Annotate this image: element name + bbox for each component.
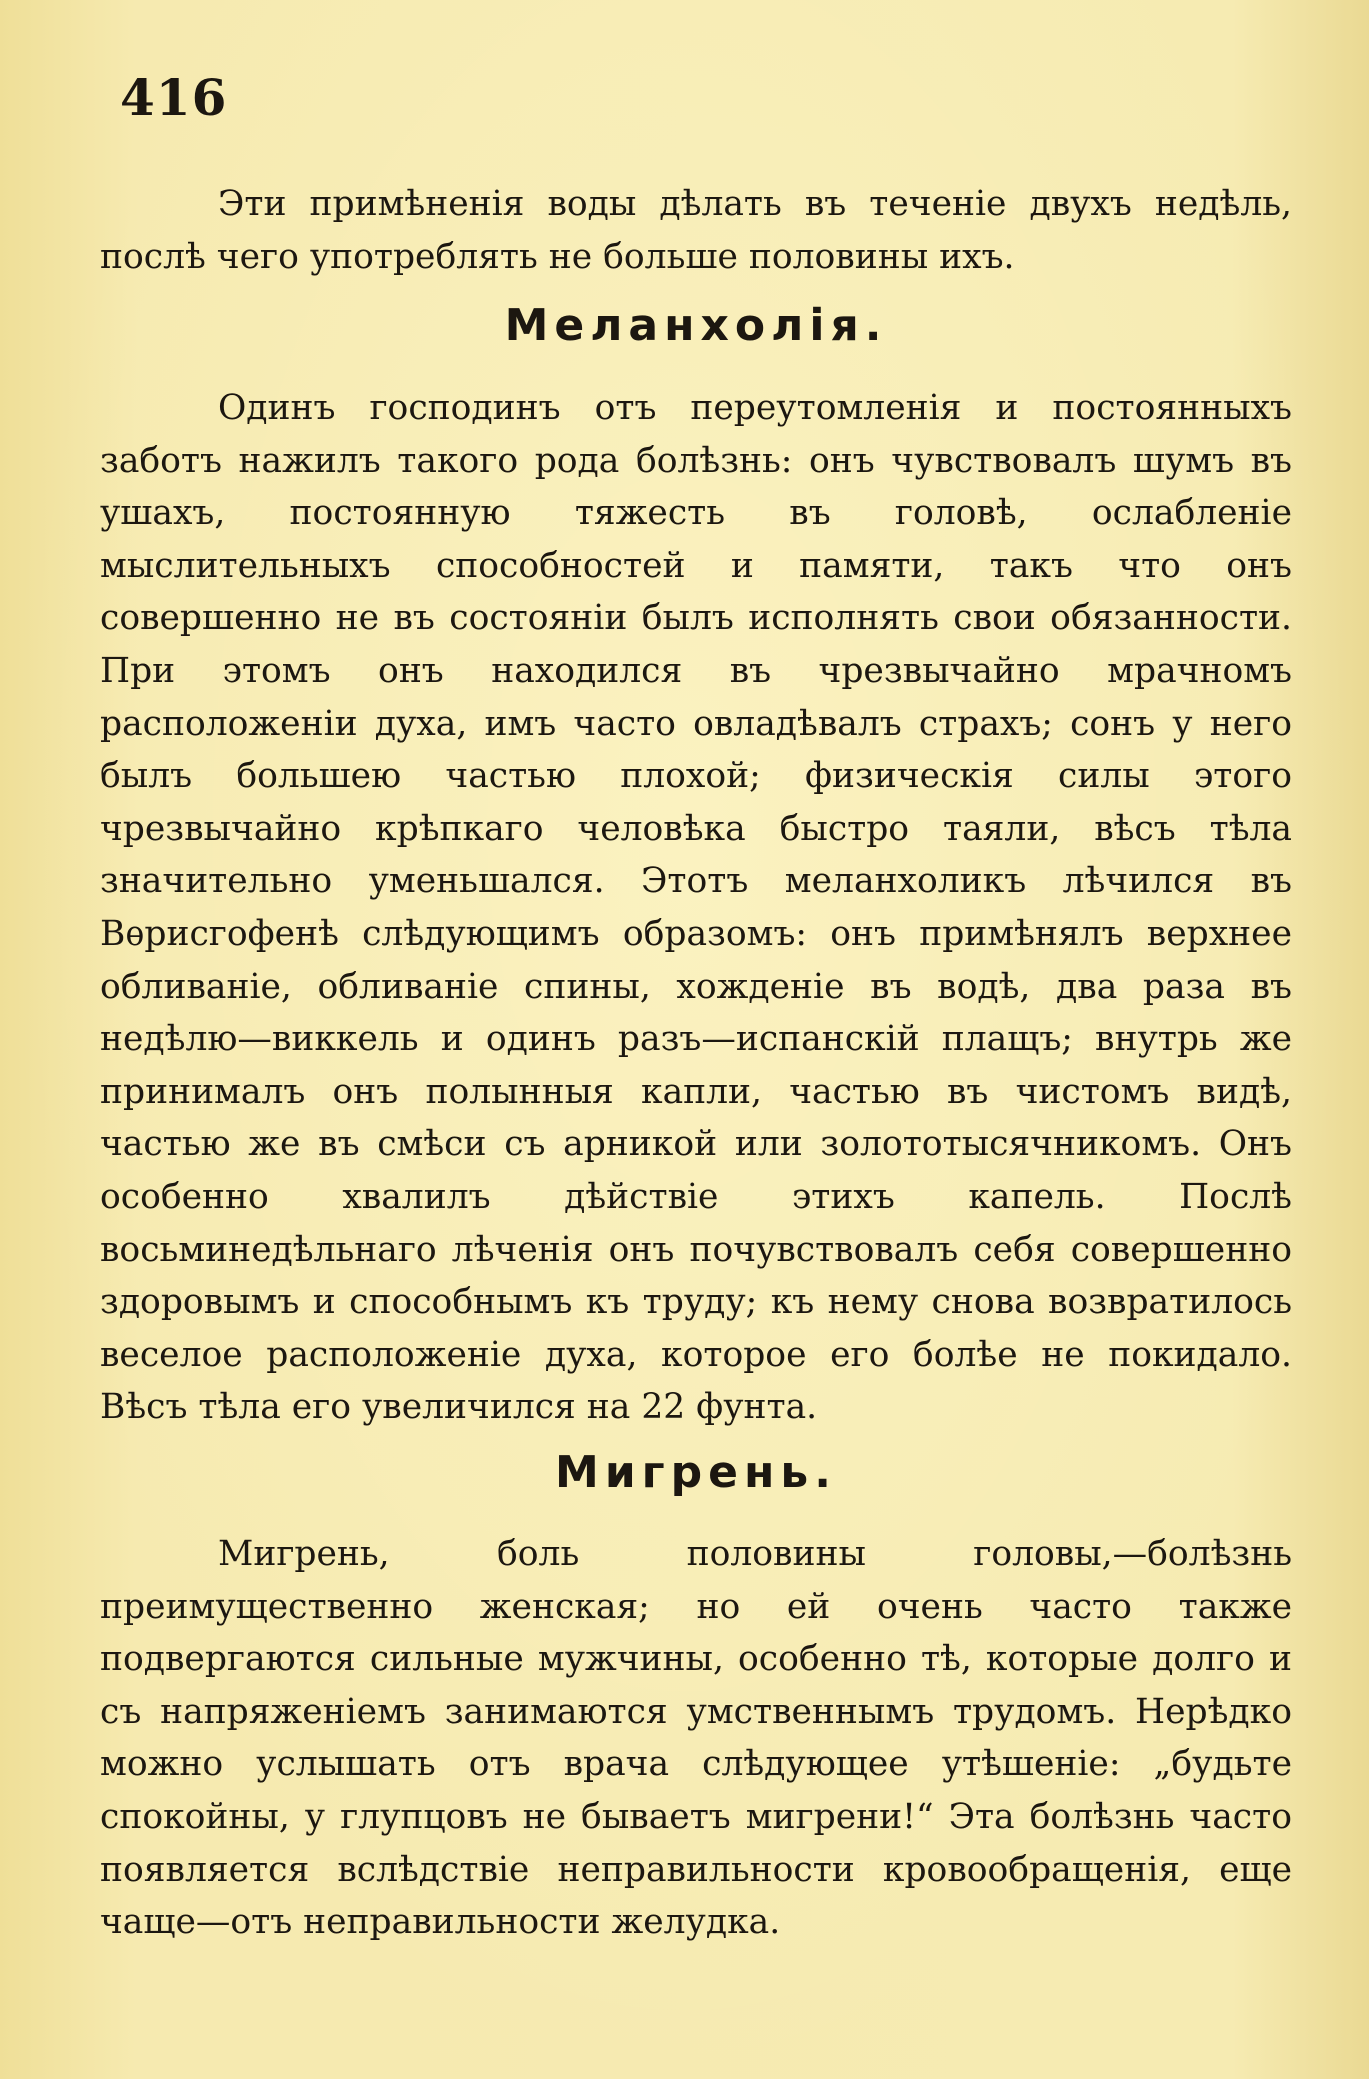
migraine-paragraph: Мигрень, боль половины головы,—болѣзнь преимущественно женская; но ей очень часто также подвергаются сильные мужчины, особенно тѣ, которые долго и съ напряженіемъ занимаются умственнымъ трудомъ. Нерѣдко можно услышать отъ врача слѣдующее утѣшеніе: „будьте спокойны, у глупцовъ не бываетъ мигрени!“ Эта болѣзнь часто появляется вслѣдствіе неправильности кровообращенія, еще чаще—отъ неправильности желудка.: [100, 1534, 1292, 1943]
section-heading-melancholia: Меланхолія.: [504, 300, 888, 351]
section-heading-migraine: Мигрень.: [555, 1447, 837, 1498]
page-number: 416: [120, 68, 228, 127]
section-body-migraine: [100, 1528, 1292, 1949]
intro-text: [100, 178, 1292, 283]
intro-paragraph: Эти примѣненія воды дѣлать въ теченіе двухъ недѣль, послѣ чего употреблять не больше половины ихъ.: [100, 184, 1292, 277]
section-body-melancholia: [100, 382, 1292, 1434]
melancholia-paragraph: Одинъ господинъ отъ переутомленія и постоянныхъ заботъ нажилъ такого рода болѣзнь: онъ чувствовалъ шумъ въ ушахъ, постоянную тяжесть въ головѣ, ослабленіе мыслительныхъ способностей и памяти, такъ что онъ совершенно не въ состояніи былъ исполнять свои обязанности. При этомъ онъ находился въ чрезвычайно мрачномъ расположеніи духа, имъ часто овладѣвалъ страхъ; сонъ у него былъ большею частью плохой; физическія силы этого чрезвычайно крѣпкаго человѣка быстро таяли, вѣсъ тѣла значительно уменьшался. Этотъ меланхоликъ лѣчился въ Вѳрисгофенѣ слѣдующимъ образомъ: онъ примѣнялъ верхнее обливаніе, обливаніе спины, хожденіе въ водѣ, два раза въ недѣлю—виккель и одинъ разъ—испанскій плащъ; внутрь же принималъ онъ полынныя капли, частью въ чистомъ видѣ, частью же въ смѣси съ арникой или золототысячникомъ. Онъ особенно хвалилъ дѣйствіе этихъ капель. Послѣ восьминедѣльнаго лѣченія онъ почувствовалъ себя совершенно здоровымъ и способнымъ къ труду; къ нему снова возвратилось веселое расположеніе духа, которое его болѣе не покидало. Вѣсъ тѣла его увеличился на 22 фунта.: [100, 388, 1292, 1428]
